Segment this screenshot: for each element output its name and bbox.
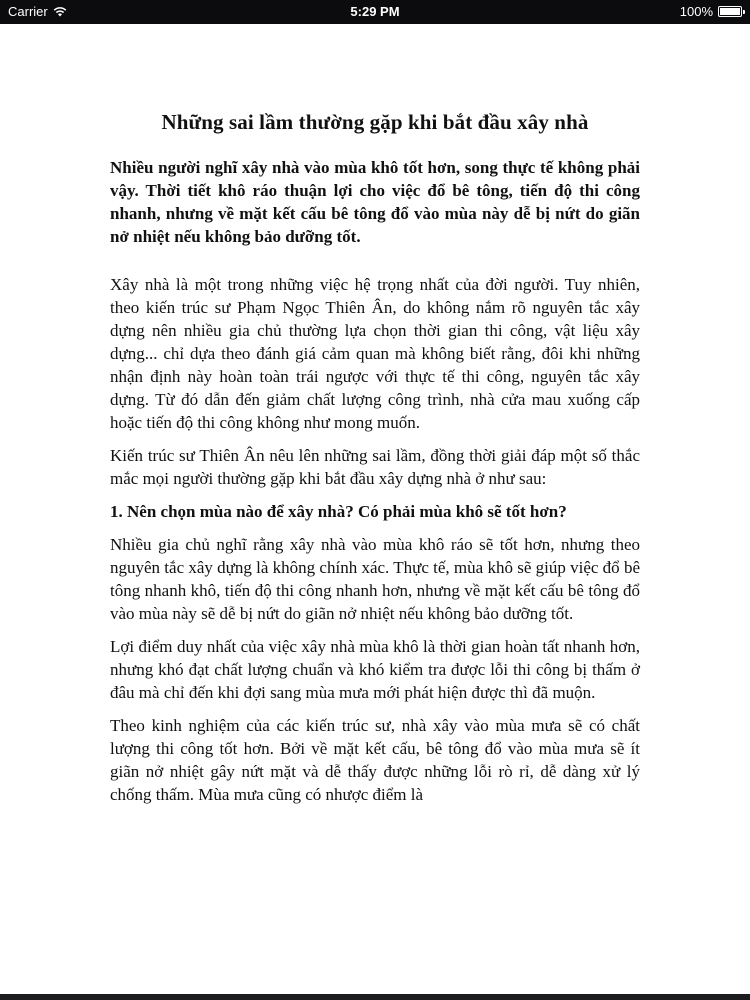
article-paragraph-1: Xây nhà là một trong những việc hệ trọng nhất của đời người. Tuy nhiên, theo kiến trúc sư Phạm Ngọc Thiên Ân, do không nắm rõ nguyên tắc xây dựng nên nhiều gia chủ thường lựa chọn thời gian thi công, vật liệu xây dựng... chỉ dựa theo đánh giá cảm quan mà không biết rằng, đôi khi những nhận định này hoàn toàn trái ngược với thực tế thi công, nguyên tắc xây dựng. Từ đó dẫn đến giảm chất lượng công trình, nhà cửa mau xuống cấp hoặc tiến độ thi công không như mong muốn. bbox=[110, 275, 640, 432]
article-paragraph-2: Kiến trúc sư Thiên Ân nêu lên những sai lầm, đồng thời giải đáp một số thắc mắc mọi người thường gặp khi bắt đầu xây dựng nhà ở như sau: bbox=[110, 446, 640, 488]
bottom-bar bbox=[0, 994, 750, 1000]
battery-icon bbox=[718, 6, 742, 17]
battery-percent: 100% bbox=[679, 4, 713, 19]
battery-fill bbox=[720, 8, 740, 15]
carrier-label: Carrier bbox=[8, 4, 48, 19]
article-title: Những sai lầm thường gặp khi bắt đầu xây nhà bbox=[161, 110, 589, 134]
battery-tip bbox=[743, 10, 745, 14]
reader-page[interactable] bbox=[0, 24, 750, 994]
article-paragraph-4: Lợi điểm duy nhất của việc xây nhà mùa khô là thời gian hoàn tất nhanh hơn, nhưng khó đạt chất lượng chuẩn và khó kiểm tra được lỗi thi công bị thấm ở đâu mà chỉ đến khi đợi sang mùa mưa mới phát hiện được thì đã muộn. bbox=[110, 637, 640, 702]
status-right bbox=[680, 4, 742, 19]
article-paragraph-3: Nhiều gia chủ nghĩ rằng xây nhà vào mùa khô ráo sẽ tốt hơn, nhưng theo nguyên tắc xây dựng là không chính xác. Thực tế, mùa khô sẽ giúp việc đổ bê tông nhanh khô, tiến độ thi công nhanh hơn, nhưng về mặt kết cấu bê tông đổ vào mùa này sẽ dễ bị nứt do giãn nở nhiệt nếu không bảo dưỡng tốt. bbox=[110, 535, 640, 623]
section-heading-1: 1. Nên chọn mùa nào để xây nhà? Có phải mùa khô sẽ tốt hơn? bbox=[110, 502, 567, 521]
status-time: 5:29 PM bbox=[350, 4, 400, 19]
article-lead: Nhiều người nghĩ xây nhà vào mùa khô tốt hơn, song thực tế không phải vậy. Thời tiết khô ráo thuận lợi cho việc đổ bê tông, tiến độ thi công nhanh, nhưng về mặt kết cấu bê tông đổ vào mùa này dễ bị nứt do giãn nở nhiệt nếu không bảo dưỡng tốt. bbox=[110, 158, 640, 246]
status-bar bbox=[0, 0, 750, 24]
article bbox=[110, 108, 640, 806]
article-paragraph-5: Theo kinh nghiệm của các kiến trúc sư, nhà xây vào mùa mưa sẽ có chất lượng thi công tốt hơn. Bởi về mặt kết cấu, bê tông đổ vào mùa mưa sẽ ít giãn nở nhiệt gây nứt mặt và dễ thấy được những lỗi rò rỉ, dễ dàng xử lý chống thấm. Mùa mưa cũng có nhược điểm là bbox=[110, 716, 640, 804]
